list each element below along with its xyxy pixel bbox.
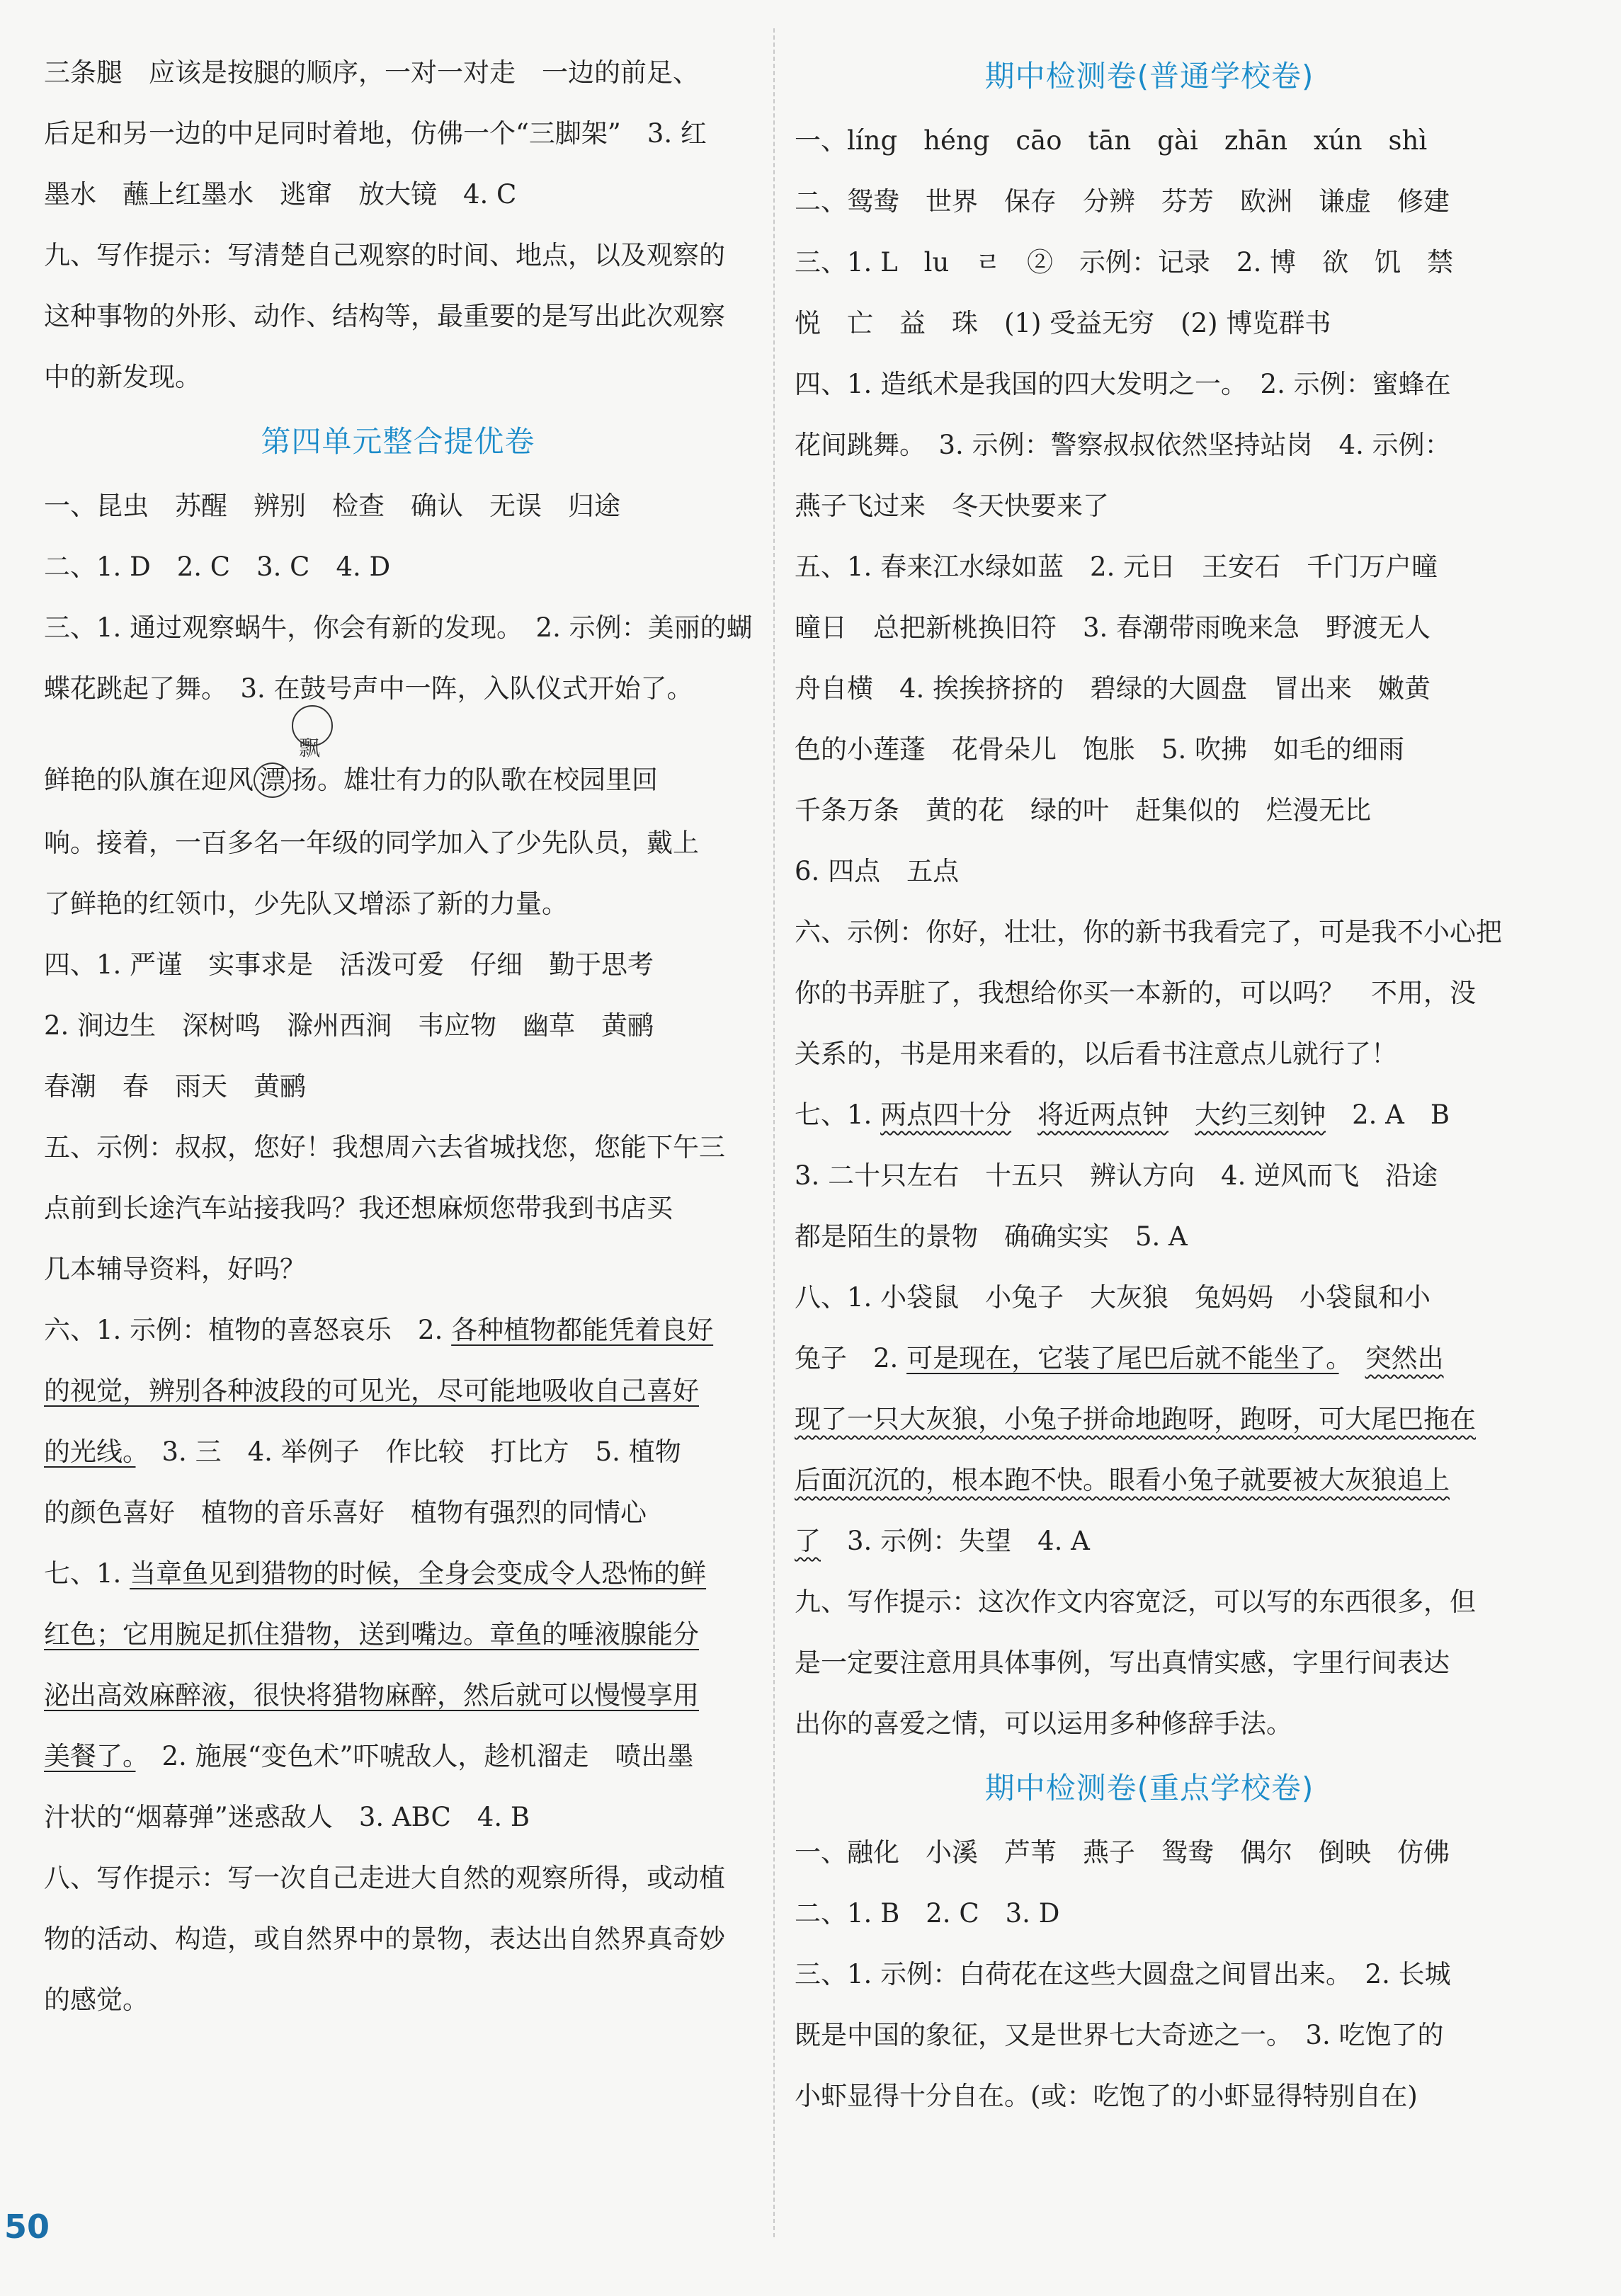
text-line: 五、1. 春来江水绿如蓝 2. 元日 王安石 千门万户曈 (795, 552, 1438, 582)
text-line: 了鲜艳的红领巾，少先队又增添了新的力量。 (44, 889, 568, 919)
text-line: 都是陌生的景物 确确实实 5. A (795, 1221, 1188, 1252)
wavy-answer: 两点四十分 (880, 1100, 1012, 1130)
wavy-answer: 现了一只大灰狼，小兔子拼命地跑呀，跑呀，可大尾巴拖在 (795, 1404, 1476, 1434)
text-line: 3. 二十只左右 十五只 辨认方向 4. 逆风而飞 沿途 (795, 1160, 1438, 1191)
text-line: 既是中国的象征，又是世界七大奇迹之一。 3. 吃饱了的 (795, 2020, 1444, 2050)
text-line: 2. 涧边生 深树鸣 滁州西涧 韦应物 幽草 黄鹂 (44, 1010, 654, 1041)
underlined-answer: 红色；它用腕足抓住猎物，送到嘴边。章鱼的唾液腺能分 (44, 1619, 699, 1650)
correction-circle (292, 705, 333, 746)
text-line: 二、1. B 2. C 3. D (795, 1898, 1060, 1929)
text-fragment: 2. A B (1326, 1100, 1450, 1130)
text-line: 关系的，书是用来看的，以后看书注意点儿就行了！ (795, 1039, 1397, 1069)
text-line: 蝶花跳起了舞。 3. 在鼓号声中一阵，入队仪式开始了。 (44, 673, 693, 704)
section-heading: 期中检测卷(重点学校卷) (984, 1771, 1314, 1805)
text-fragment: 七、1. (44, 1558, 130, 1589)
text-line: 燕子飞过来 冬天快要来了 (795, 491, 1109, 521)
page-number: 50 (4, 2208, 50, 2246)
underlined-answer: 当章鱼见到猎物的时候，全身会变成令人恐怖的鲜 (130, 1558, 707, 1589)
text-line: 的感觉。 (44, 1984, 149, 2015)
text-line: 二、1. D 2. C 3. C 4. D (44, 552, 391, 582)
underlined-answer: 各种植物都能凭着良好 (451, 1315, 714, 1345)
text-fragment: 兔子 2. (795, 1343, 907, 1373)
section-heading: 期中检测卷(普通学校卷) (984, 59, 1314, 93)
text-line (44, 1422, 752, 1483)
text-line: 几本辅导资料，好吗？ (44, 1254, 306, 1284)
text-line: 二、鸳鸯 世界 保存 分辨 芬芳 欧洲 谦虚 修建 (795, 186, 1450, 217)
text-line: 千条万条 黄的花 绿的叶 赶集似的 烂漫无比 (795, 795, 1371, 826)
text-line: 你的书弄脏了，我想给你买一本新的，可以吗？ 不用，没 (795, 978, 1476, 1008)
text-line: 汁状的“烟幕弹”迷惑敌人 3. ABC 4. B (44, 1802, 530, 1832)
wavy-answer: 将近两点钟 (1037, 1100, 1169, 1130)
underlined-answer: 可是现在，它装了尾巴后就不能坐了。 (906, 1343, 1339, 1373)
text-line: 后足和另一边的中足同时着地，仿佛一个“三脚架” 3. 红 (44, 118, 707, 149)
text-line (44, 1604, 752, 1665)
text-fragment: 六、1. 示例：植物的喜怒哀乐 2. (44, 1315, 452, 1345)
text-line (44, 1361, 752, 1422)
text-fragment: 3. 三 4. 举例子 作比较 打比方 5. 植物 (135, 1437, 681, 1467)
text-line: 三条腿 应该是按腿的顺序，一对一对走 一边的前足、 (44, 57, 699, 88)
text-line (795, 1450, 1504, 1511)
text-line: 一、昆虫 苏醒 辨别 检查 确认 无误 归途 (44, 491, 620, 521)
text-line: 八、写作提示：写一次自己走进大自然的观察所得，或动植 (44, 1863, 725, 1893)
text-line: 物的活动、构造，或自然界中的景物，表达出自然界真奇妙 (44, 1924, 725, 1954)
text-line: 这种事物的外形、动作、结构等，最重要的是写出此次观察 (44, 301, 725, 331)
wavy-answer: 了 (795, 1526, 821, 1556)
text-line: 悦 亡 益 珠 (1) 受益无穷 (2) 博览群书 (795, 308, 1331, 338)
text-fragment: 扬。雄壮有力的队歌在校园里回 (291, 765, 658, 795)
underlined-answer: 的光线。 (44, 1437, 136, 1467)
column-divider (773, 28, 775, 2237)
text-line (44, 1665, 752, 1726)
right-column (795, 42, 1504, 2127)
text-line: 中的新发现。 (44, 362, 201, 392)
text-line: 春潮 春 雨天 黄鹂 (44, 1071, 306, 1102)
text-line: 四、1. 严谨 实事求是 活泼可爱 仔细 勤于思考 (44, 949, 654, 980)
text-line: 三、1. 通过观察蜗牛，你会有新的发现。 2. 示例：美丽的蝴 (44, 612, 753, 643)
text-line: 是一定要注意用具体事例，写出真情实感，字里行间表达 (795, 1647, 1450, 1678)
text-line-correction (44, 719, 752, 813)
text-line: 花间跳舞。 3. 示例：警察叔叔依然坚持站岗 4. 示例： (795, 430, 1451, 460)
text-line: 三、1. L lu ㄹ ② 示例：记录 2. 博 欲 饥 禁 (795, 247, 1454, 278)
left-column (44, 42, 752, 2031)
text-line: 点前到长途汽车站接我吗？我还想麻烦您带我到书店买 (44, 1193, 673, 1223)
text-fragment: 2. 施展“变色术”吓唬敌人，趁机溜走 喷出墨 (135, 1741, 694, 1771)
wavy-answer: 大约三刻钟 (1195, 1100, 1326, 1130)
text-line (795, 1389, 1504, 1450)
text-line: 出你的喜爱之情，可以运用多种修辞手法。 (795, 1708, 1292, 1739)
circled-char: 漂 (254, 763, 291, 798)
text-line: 墨水 蘸上红墨水 逃窜 放大镜 4. C (44, 179, 517, 210)
text-line (44, 1543, 752, 1604)
text-line: 八、1. 小袋鼠 小兔子 大灰狼 兔妈妈 小袋鼠和小 (795, 1282, 1431, 1313)
text-line: 舟自横 4. 挨挨挤挤的 碧绿的大圆盘 冒出来 嫩黄 (795, 673, 1431, 704)
text-line: 一、融化 小溪 芦苇 燕子 鸳鸯 偶尔 倒映 仿佛 (795, 1837, 1450, 1868)
text-line: 九、写作提示：这次作文内容宽泛，可以写的东西很多，但 (795, 1587, 1476, 1617)
text-line: 五、示例：叔叔，您好！我想周六去省城找您，您能下午三 (44, 1132, 725, 1163)
text-fragment: 七、1. (795, 1100, 881, 1130)
correction-char: 飘 (299, 736, 320, 761)
underlined-answer: 的视觉，辨别各种波段的可见光，尽可能地吸收自己喜好 (44, 1376, 699, 1406)
wavy-answer: 后面沉沉的，根本跑不快。眼看小兔子就要被大灰狼追上 (795, 1465, 1450, 1495)
text-line (795, 1085, 1504, 1146)
text-line (44, 1300, 752, 1361)
text-line: 一、líng héng cāo tān gài zhān xún shì (795, 125, 1428, 156)
text-line: 三、1. 示例：白荷花在这些大圆盘之间冒出来。 2. 长城 (795, 1959, 1451, 1989)
section-heading: 第四单元整合提优卷 (261, 424, 535, 459)
text-line: 色的小莲蓬 花骨朵儿 饱胀 5. 吹拂 如毛的细雨 (795, 734, 1405, 765)
text-line: 曈日 总把新桃换旧符 3. 春潮带雨晚来急 野渡无人 (795, 612, 1431, 643)
text-line: 的颜色喜好 植物的音乐喜好 植物有强烈的同情心 (44, 1497, 647, 1528)
text-line: 6. 四点 五点 (795, 856, 960, 886)
text-line: 小虾显得十分自在。(或：吃饱了的小虾显得特别自在) (795, 2081, 1418, 2111)
underlined-answer: 美餐了。 (44, 1741, 136, 1771)
text-line: 六、示例：你好，壮壮，你的新书我看完了，可是我不小心把 (795, 917, 1502, 947)
text-line (795, 1511, 1504, 1572)
text-line: 九、写作提示：写清楚自己观察的时间、地点，以及观察的 (44, 240, 725, 270)
underlined-answer: 泌出高效麻醉液，很快将猎物麻醉，然后就可以慢慢享用 (44, 1680, 699, 1710)
text-fragment: 鲜艳的队旗在迎风 (44, 765, 254, 795)
wavy-answer: 突然出 (1365, 1343, 1444, 1373)
text-line: 四、1. 造纸术是我国的四大发明之一。 2. 示例：蜜蜂在 (795, 369, 1451, 399)
text-line (44, 1726, 752, 1787)
text-line (795, 1328, 1504, 1389)
text-line: 响。接着，一百多名一年级的同学加入了少先队员，戴上 (44, 828, 699, 858)
text-fragment: 3. 示例：失望 4. A (821, 1526, 1090, 1556)
